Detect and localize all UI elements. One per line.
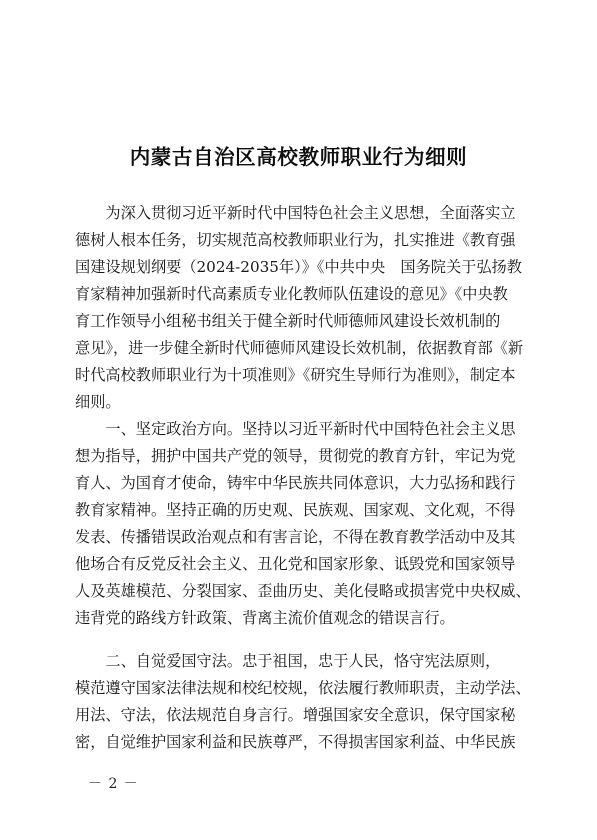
body-line: 意见》，进一步健全新时代师德师风建设长效机制，依据教育部《新	[75, 339, 524, 357]
body-line: 模范遵守国家法律法规和校纪校规，依法履行教师职责，主动学法、	[75, 679, 531, 697]
body-line: 二、自觉爱国守法。忠于祖国，忠于人民，恪守宪法原则，	[75, 652, 501, 670]
body-line: 育工作领导小组秘书组关于健全新时代师德师风建设长效机制的	[75, 312, 501, 330]
body-line: 为深入贯彻习近平新时代中国特色社会主义思想，全面落实立	[75, 204, 516, 222]
body-line: 违背党的路线方针政策、背离主流价值观念的错误言行。	[75, 609, 455, 627]
body-line: 密，自觉维护国家利益和民族尊严，不得损害国家利益、中华民族	[75, 733, 516, 751]
page-number: － 2 －	[88, 776, 139, 792]
document-title: 内蒙古自治区高校教师职业行为细则	[129, 145, 468, 169]
body-line: 用法、守法，依法规范自身言行。增强国家安全意识，保守国家秘	[75, 706, 516, 724]
body-line: 育家精神加强新时代高素质专业化教师队伍建设的意见》《中央教	[75, 285, 508, 303]
body-line: 人及英雄模范、分裂国家、歪曲历史、美化侵略或损害党中央权威、	[75, 582, 531, 600]
body-line: 发表、传播错误政治观点和有害言论，不得在教育教学活动中及其	[75, 528, 516, 546]
body-line: 国建设规划纲要（2024-2035年）》《中共中央 国务院关于弘扬教	[75, 258, 522, 276]
body-line: 想为指导，拥护中国共产党的领导，贯彻党的教育方针，牢记为党	[75, 447, 516, 465]
body-line: 一、坚定政治方向。坚持以习近平新时代中国特色社会主义思	[75, 420, 516, 438]
body-line: 细则。	[75, 393, 121, 411]
body-line: 育人、为国育才使命，铸牢中华民族共同体意识，大力弘扬和践行	[75, 474, 516, 492]
body-line: 教育家精神。坚持正确的历史观、民族观、国家观、文化观，不得	[75, 501, 516, 519]
body-line: 他场合有反党反社会主义、丑化党和国家形象、诋毁党和国家领导	[75, 555, 516, 573]
body-line: 德树人根本任务，切实规范高校教师职业行为，扎实推进《教育强	[75, 231, 516, 249]
body-line: 时代高校教师职业行为十项准则》《研究生导师行为准则》，制定本	[75, 366, 516, 384]
